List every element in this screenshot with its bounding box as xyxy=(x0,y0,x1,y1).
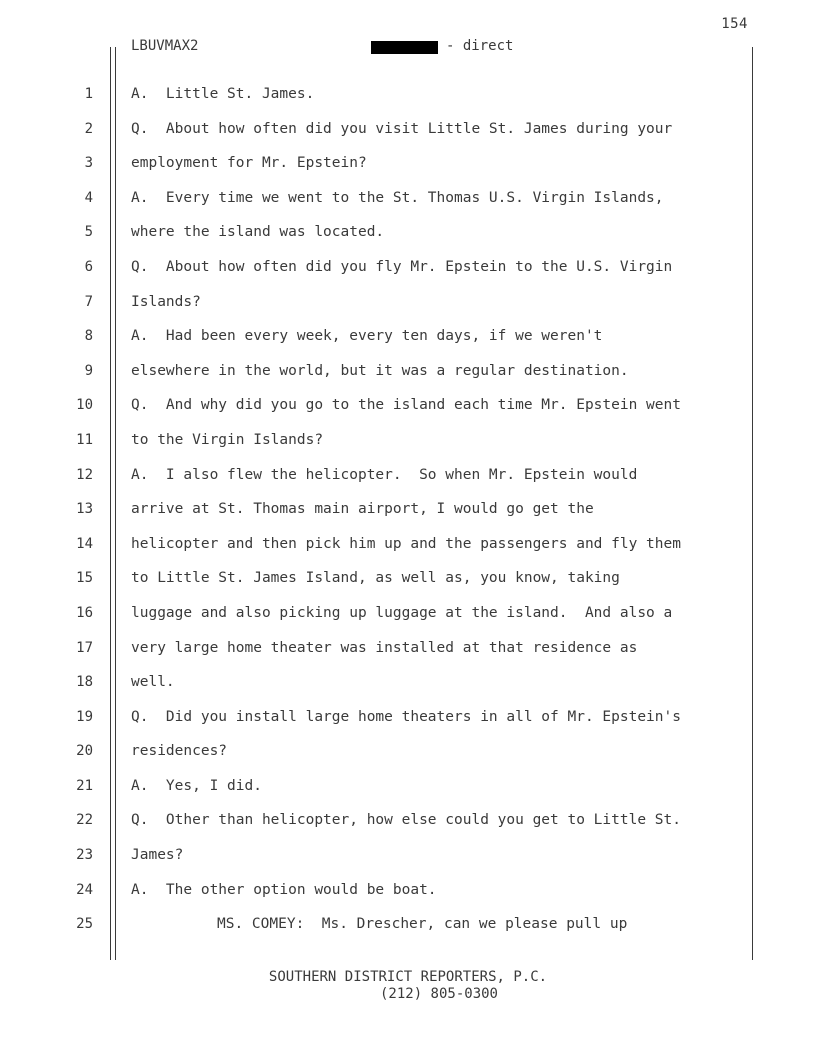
line-number: 19 xyxy=(76,708,93,725)
line-text: residences? xyxy=(131,743,228,760)
line-number: 14 xyxy=(76,535,93,552)
line-text: A. I also flew the helicopter. So when Mr. Epstein would xyxy=(131,466,638,483)
transcript-line xyxy=(0,432,816,467)
line-number: 6 xyxy=(84,258,93,275)
line-text: Q. About how often did you fly Mr. Epstein to the U.S. Virgin xyxy=(131,258,673,275)
line-number: 12 xyxy=(76,466,93,483)
transcript-line xyxy=(0,363,816,398)
transcript-line xyxy=(0,155,816,190)
line-number: 25 xyxy=(76,916,93,933)
line-number: 21 xyxy=(76,777,93,794)
line-text: Q. Did you install large home theaters in all of Mr. Epstein's xyxy=(131,708,681,725)
header-case-id: LBUVMAX2 xyxy=(131,38,199,54)
line-text: arrive at St. Thomas main airport, I would go get the xyxy=(131,501,594,518)
line-text: Q. Other than helicopter, how else could you get to Little St. xyxy=(131,812,681,829)
line-number: 8 xyxy=(84,328,93,345)
transcript-line xyxy=(0,190,816,225)
line-text: MS. COMEY: Ms. Drescher, can we please pull up xyxy=(217,916,628,933)
transcript-line xyxy=(0,674,816,709)
transcript-line xyxy=(0,605,816,640)
line-number: 2 xyxy=(84,120,93,137)
line-number: 9 xyxy=(84,362,93,379)
transcript-line xyxy=(0,397,816,432)
line-text: Islands? xyxy=(131,293,201,310)
transcript-line xyxy=(0,86,816,121)
page-number: 154 xyxy=(721,16,748,32)
line-text: A. Every time we went to the St. Thomas U.S. Virgin Islands, xyxy=(131,189,664,206)
transcript-line xyxy=(0,743,816,778)
line-text: to Little St. James Island, as well as, you know, taking xyxy=(131,570,620,587)
line-text: elsewhere in the world, but it was a regular destination. xyxy=(131,362,629,379)
line-text: James? xyxy=(131,847,184,864)
line-number: 24 xyxy=(76,881,93,898)
footer-phone: (212) 805-0300 xyxy=(379,986,498,1002)
line-text: Q. About how often did you visit Little St. James during your xyxy=(131,120,673,137)
line-text: A. Had been every week, every ten days, if we weren't xyxy=(131,328,603,345)
line-text: Q. And why did you go to the island each time Mr. Epstein went xyxy=(131,397,681,414)
line-number: 23 xyxy=(76,847,93,864)
line-text: to the Virgin Islands? xyxy=(131,431,324,448)
transcript-line xyxy=(0,467,816,502)
line-number: 10 xyxy=(76,397,93,414)
transcript-line xyxy=(0,640,816,675)
line-number: 7 xyxy=(84,293,93,310)
line-text: very large home theater was installed at that residence as xyxy=(131,639,638,656)
transcript-line xyxy=(0,847,816,882)
line-text: employment for Mr. Epstein? xyxy=(131,155,367,172)
reporter-footer xyxy=(0,969,816,1003)
line-number: 16 xyxy=(76,604,93,621)
redaction-box xyxy=(371,41,438,54)
line-number: 13 xyxy=(76,501,93,518)
transcript-line xyxy=(0,121,816,156)
line-number: 11 xyxy=(76,431,93,448)
line-number: 20 xyxy=(76,743,93,760)
transcript-line xyxy=(0,709,816,744)
transcript-line xyxy=(0,778,816,813)
line-text: luggage and also picking up luggage at the island. And also a xyxy=(131,604,673,621)
line-number: 17 xyxy=(76,639,93,656)
transcript-line xyxy=(0,570,816,605)
line-text: A. Little St. James. xyxy=(131,86,315,102)
line-number: 1 xyxy=(84,86,93,102)
line-text: where the island was located. xyxy=(131,224,385,241)
transcript-line xyxy=(0,224,816,259)
line-text: helicopter and then pick him up and the passengers and fly them xyxy=(131,535,681,552)
transcript-body xyxy=(0,86,816,951)
line-number: 3 xyxy=(84,155,93,172)
transcript-line xyxy=(0,916,816,951)
line-number: 5 xyxy=(84,224,93,241)
header-section: - direct xyxy=(446,38,514,54)
transcript-line xyxy=(0,501,816,536)
line-text: A. Yes, I did. xyxy=(131,777,262,794)
transcript-line xyxy=(0,882,816,917)
footer-company: SOUTHERN DISTRICT REPORTERS, P.C. xyxy=(268,969,548,985)
transcript-line xyxy=(0,812,816,847)
transcript-line xyxy=(0,328,816,363)
line-number: 22 xyxy=(76,812,93,829)
transcript-line xyxy=(0,536,816,571)
transcript-line xyxy=(0,259,816,294)
line-text: well. xyxy=(131,674,175,691)
line-number: 15 xyxy=(76,570,93,587)
line-number: 4 xyxy=(84,189,93,206)
line-text: A. The other option would be boat. xyxy=(131,881,437,898)
line-number: 18 xyxy=(76,674,93,691)
transcript-line xyxy=(0,294,816,329)
